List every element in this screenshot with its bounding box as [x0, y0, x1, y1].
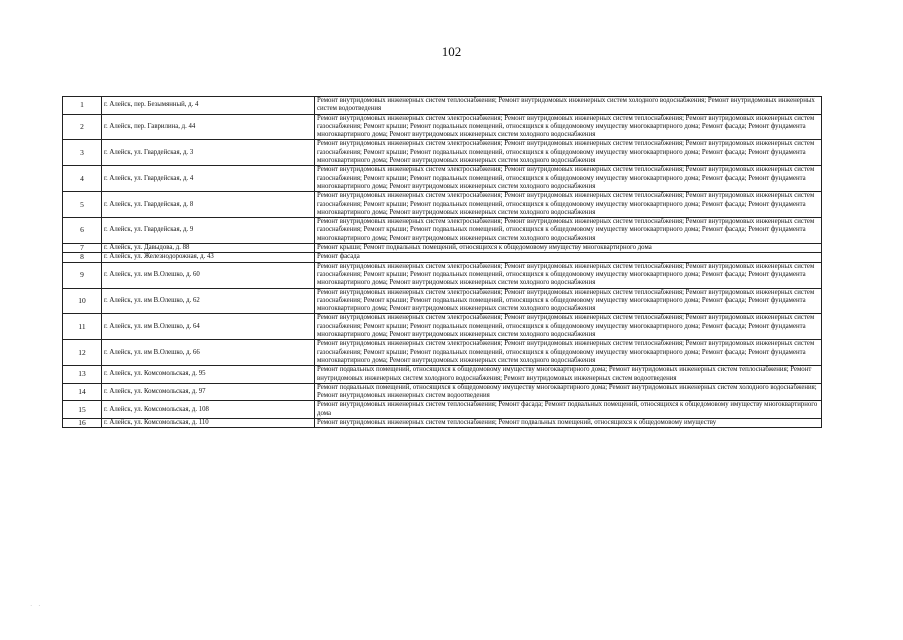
row-number: 15 — [63, 401, 102, 419]
address-cell: г. Алейск, ул. Давыдова, д. 88 — [102, 244, 315, 253]
address-cell: г. Алейск, ул. им В.Олешко, д. 66 — [102, 340, 315, 366]
address-cell: г. Алейск, ул. Железнодорожная, д. 43 — [102, 253, 315, 262]
table-row — [63, 97, 822, 115]
row-number: 13 — [63, 366, 102, 384]
address-cell: г. Алейск, ул. Комсомольская, д. 108 — [102, 401, 315, 419]
works-cell: Ремонт внутридомовых инженерных систем теплоснабжения; Ремонт внутридомовых инженерных систем холодного водоснабжения; Ремонт внутридомовых инженерных систем водоотведения — [315, 97, 822, 115]
table-row — [63, 262, 822, 288]
row-number: 5 — [63, 192, 102, 218]
works-cell: Ремонт внутридомовых инженерных систем электроснабжения; Ремонт внутридомовых инженерных систем теплоснабжения; Ремонт внутридомовых инженерных систем газоснабжения; Ремонт крыши; Ремонт подвальных помещений, относящихся к общедомовому имуществу многоквартирного дома; Ремонт фасада; Ремонт фундамента многоквартирного дома; Ремонт внутридомовых инженерных систем холодного водоснабжения — [315, 218, 822, 244]
row-number: 8 — [63, 253, 102, 262]
works-cell: Ремонт внутридомовых инженерных систем электроснабжения; Ремонт внутридомовых инженерных систем теплоснабжения; Ремонт внутридомовых инженерных систем газоснабжения; Ремонт крыши; Ремонт подвальных помещений, относящихся к общедомовому имуществу многоквартирного дома; Ремонт фасада; Ремонт фундамента многоквартирного дома; Ремонт внутридомовых инженерных систем холодного водоснабжения — [315, 166, 822, 192]
row-number: 16 — [63, 418, 102, 427]
row-number: 4 — [63, 166, 102, 192]
table-row — [63, 114, 822, 140]
works-cell: Ремонт подвальных помещений, относящихся к общедомовому имуществу многоквартирного дома; Ремонт внутридомовых инженерных систем теплоснабжения; Ремонт внутридомовых инженерных систем холодного водоснабжения; Ремонт внутридомовых инженерных систем водоотведения — [315, 366, 822, 384]
address-cell: г. Алейск, пер. Безымянный, д. 4 — [102, 97, 315, 115]
address-cell: г. Алейск, ул. Комсомольская, д. 110 — [102, 418, 315, 427]
scan-artifact: · · — [30, 602, 43, 610]
works-cell: Ремонт внутридомовых инженерных систем теплоснабжения; Ремонт подвальных помещений, относящихся к общедомовому имуществу — [315, 418, 822, 427]
table-row — [63, 166, 822, 192]
address-cell: г. Алейск, ул. им В.Олешко, д. 62 — [102, 288, 315, 314]
works-cell: Ремонт внутридомовых инженерных систем электроснабжения; Ремонт внутридомовых инженерных систем теплоснабжения; Ремонт внутридомовых инженерных систем газоснабжения; Ремонт крыши; Ремонт подвальных помещений, относящихся к общедомовому имуществу многоквартирного дома; Ремонт фасада; Ремонт фундамента многоквартирного дома; Ремонт внутридомовых инженерных систем холодного водоснабжения — [315, 192, 822, 218]
table-row — [63, 366, 822, 384]
row-number: 2 — [63, 114, 102, 140]
table-row — [63, 140, 822, 166]
row-number: 6 — [63, 218, 102, 244]
table-row — [63, 401, 822, 419]
row-number: 1 — [63, 97, 102, 115]
address-cell: г. Алейск, ул. Гвардейская, д. 3 — [102, 140, 315, 166]
row-number: 10 — [63, 288, 102, 314]
building-repair-table — [62, 96, 822, 428]
address-cell: г. Алейск, ул. им В.Олешко, д. 60 — [102, 262, 315, 288]
row-number: 12 — [63, 340, 102, 366]
table-row — [63, 314, 822, 340]
works-cell: Ремонт фасада — [315, 253, 822, 262]
row-number: 14 — [63, 383, 102, 401]
table-row — [63, 192, 822, 218]
works-cell: Ремонт внутридомовых инженерных систем электроснабжения; Ремонт внутридомовых инженерных систем теплоснабжения; Ремонт внутридомовых инженерных систем газоснабжения; Ремонт крыши; Ремонт подвальных помещений, относящихся к общедомовому имуществу многоквартирного дома; Ремонт фасада; Ремонт фундамента многоквартирного дома; Ремонт внутридомовых инженерных систем холодного водоснабжения — [315, 262, 822, 288]
works-cell: Ремонт внутридомовых инженерных систем электроснабжения; Ремонт внутридомовых инженерных систем теплоснабжения; Ремонт внутридомовых инженерных систем газоснабжения; Ремонт крыши; Ремонт подвальных помещений, относящихся к общедомовому имуществу многоквартирного дома; Ремонт фасада; Ремонт фундамента многоквартирного дома; Ремонт внутридомовых инженерных систем холодного водоснабжения — [315, 114, 822, 140]
address-cell: г. Алейск, ул. им В.Олешко, д. 64 — [102, 314, 315, 340]
table-row — [63, 244, 822, 253]
works-cell: Ремонт крыши; Ремонт подвальных помещений, относящихся к общедомовому имуществу многоквартирного дома — [315, 244, 822, 253]
table-row — [63, 218, 822, 244]
works-cell: Ремонт внутридомовых инженерных систем электроснабжения; Ремонт внутридомовых инженерных систем теплоснабжения; Ремонт внутридомовых инженерных систем газоснабжения; Ремонт крыши; Ремонт подвальных помещений, относящихся к общедомовому имуществу многоквартирного дома; Ремонт фасада; Ремонт фундамента многоквартирного дома; Ремонт внутридомовых инженерных систем холодного водоснабжения — [315, 288, 822, 314]
table-body — [63, 97, 822, 428]
row-number: 11 — [63, 314, 102, 340]
row-number: 3 — [63, 140, 102, 166]
address-cell: г. Алейск, ул. Комсомольская, д. 95 — [102, 366, 315, 384]
works-cell: Ремонт внутридомовых инженерных систем электроснабжения; Ремонт внутридомовых инженерных систем теплоснабжения; Ремонт внутридомовых инженерных систем газоснабжения; Ремонт крыши; Ремонт подвальных помещений, относящихся к общедомовому имуществу многоквартирного дома; Ремонт фасада; Ремонт фундамента многоквартирного дома; Ремонт внутридомовых инженерных систем холодного водоснабжения — [315, 340, 822, 366]
table-row — [63, 340, 822, 366]
table-row — [63, 253, 822, 262]
row-number: 7 — [63, 244, 102, 253]
works-cell: Ремонт внутридомовых инженерных систем электроснабжения; Ремонт внутридомовых инженерных систем теплоснабжения; Ремонт внутридомовых инженерных систем газоснабжения; Ремонт крыши; Ремонт подвальных помещений, относящихся к общедомовому имуществу многоквартирного дома; Ремонт фасада; Ремонт фундамента многоквартирного дома; Ремонт внутридомовых инженерных систем холодного водоснабжения — [315, 314, 822, 340]
works-cell: Ремонт подвальных помещений, относящихся к общедомовому имуществу многоквартирного дома; Ремонт внутридомовых инженерных систем холодного водоснабжения; Ремонт внутридомовых инженерных систем водоотведения — [315, 383, 822, 401]
address-cell: г. Алейск, ул. Комсомольская, д. 97 — [102, 383, 315, 401]
works-cell: Ремонт внутридомовых инженерных систем теплоснабжения; Ремонт фасада; Ремонт подвальных помещений, относящихся к общедомовому имуществу многоквартирного дома — [315, 401, 822, 419]
address-cell: г. Алейск, ул. Гвардейская, д. 4 — [102, 166, 315, 192]
works-cell: Ремонт внутридомовых инженерных систем электроснабжения; Ремонт внутридомовых инженерных систем теплоснабжения; Ремонт внутридомовых инженерных систем газоснабжения; Ремонт крыши; Ремонт подвальных помещений, относящихся к общедомовому имуществу многоквартирного дома; Ремонт фасада; Ремонт фундамента многоквартирного дома; Ремонт внутридомовых инженерных систем холодного водоснабжения — [315, 140, 822, 166]
table-row — [63, 288, 822, 314]
table-row — [63, 418, 822, 427]
address-cell: г. Алейск, пер. Гаврилина, д. 44 — [102, 114, 315, 140]
address-cell: г. Алейск, ул. Гвардейская, д. 9 — [102, 218, 315, 244]
row-number: 9 — [63, 262, 102, 288]
table-row — [63, 383, 822, 401]
page-number: 102 — [441, 44, 462, 59]
address-cell: г. Алейск, ул. Гвардейская, д. 8 — [102, 192, 315, 218]
